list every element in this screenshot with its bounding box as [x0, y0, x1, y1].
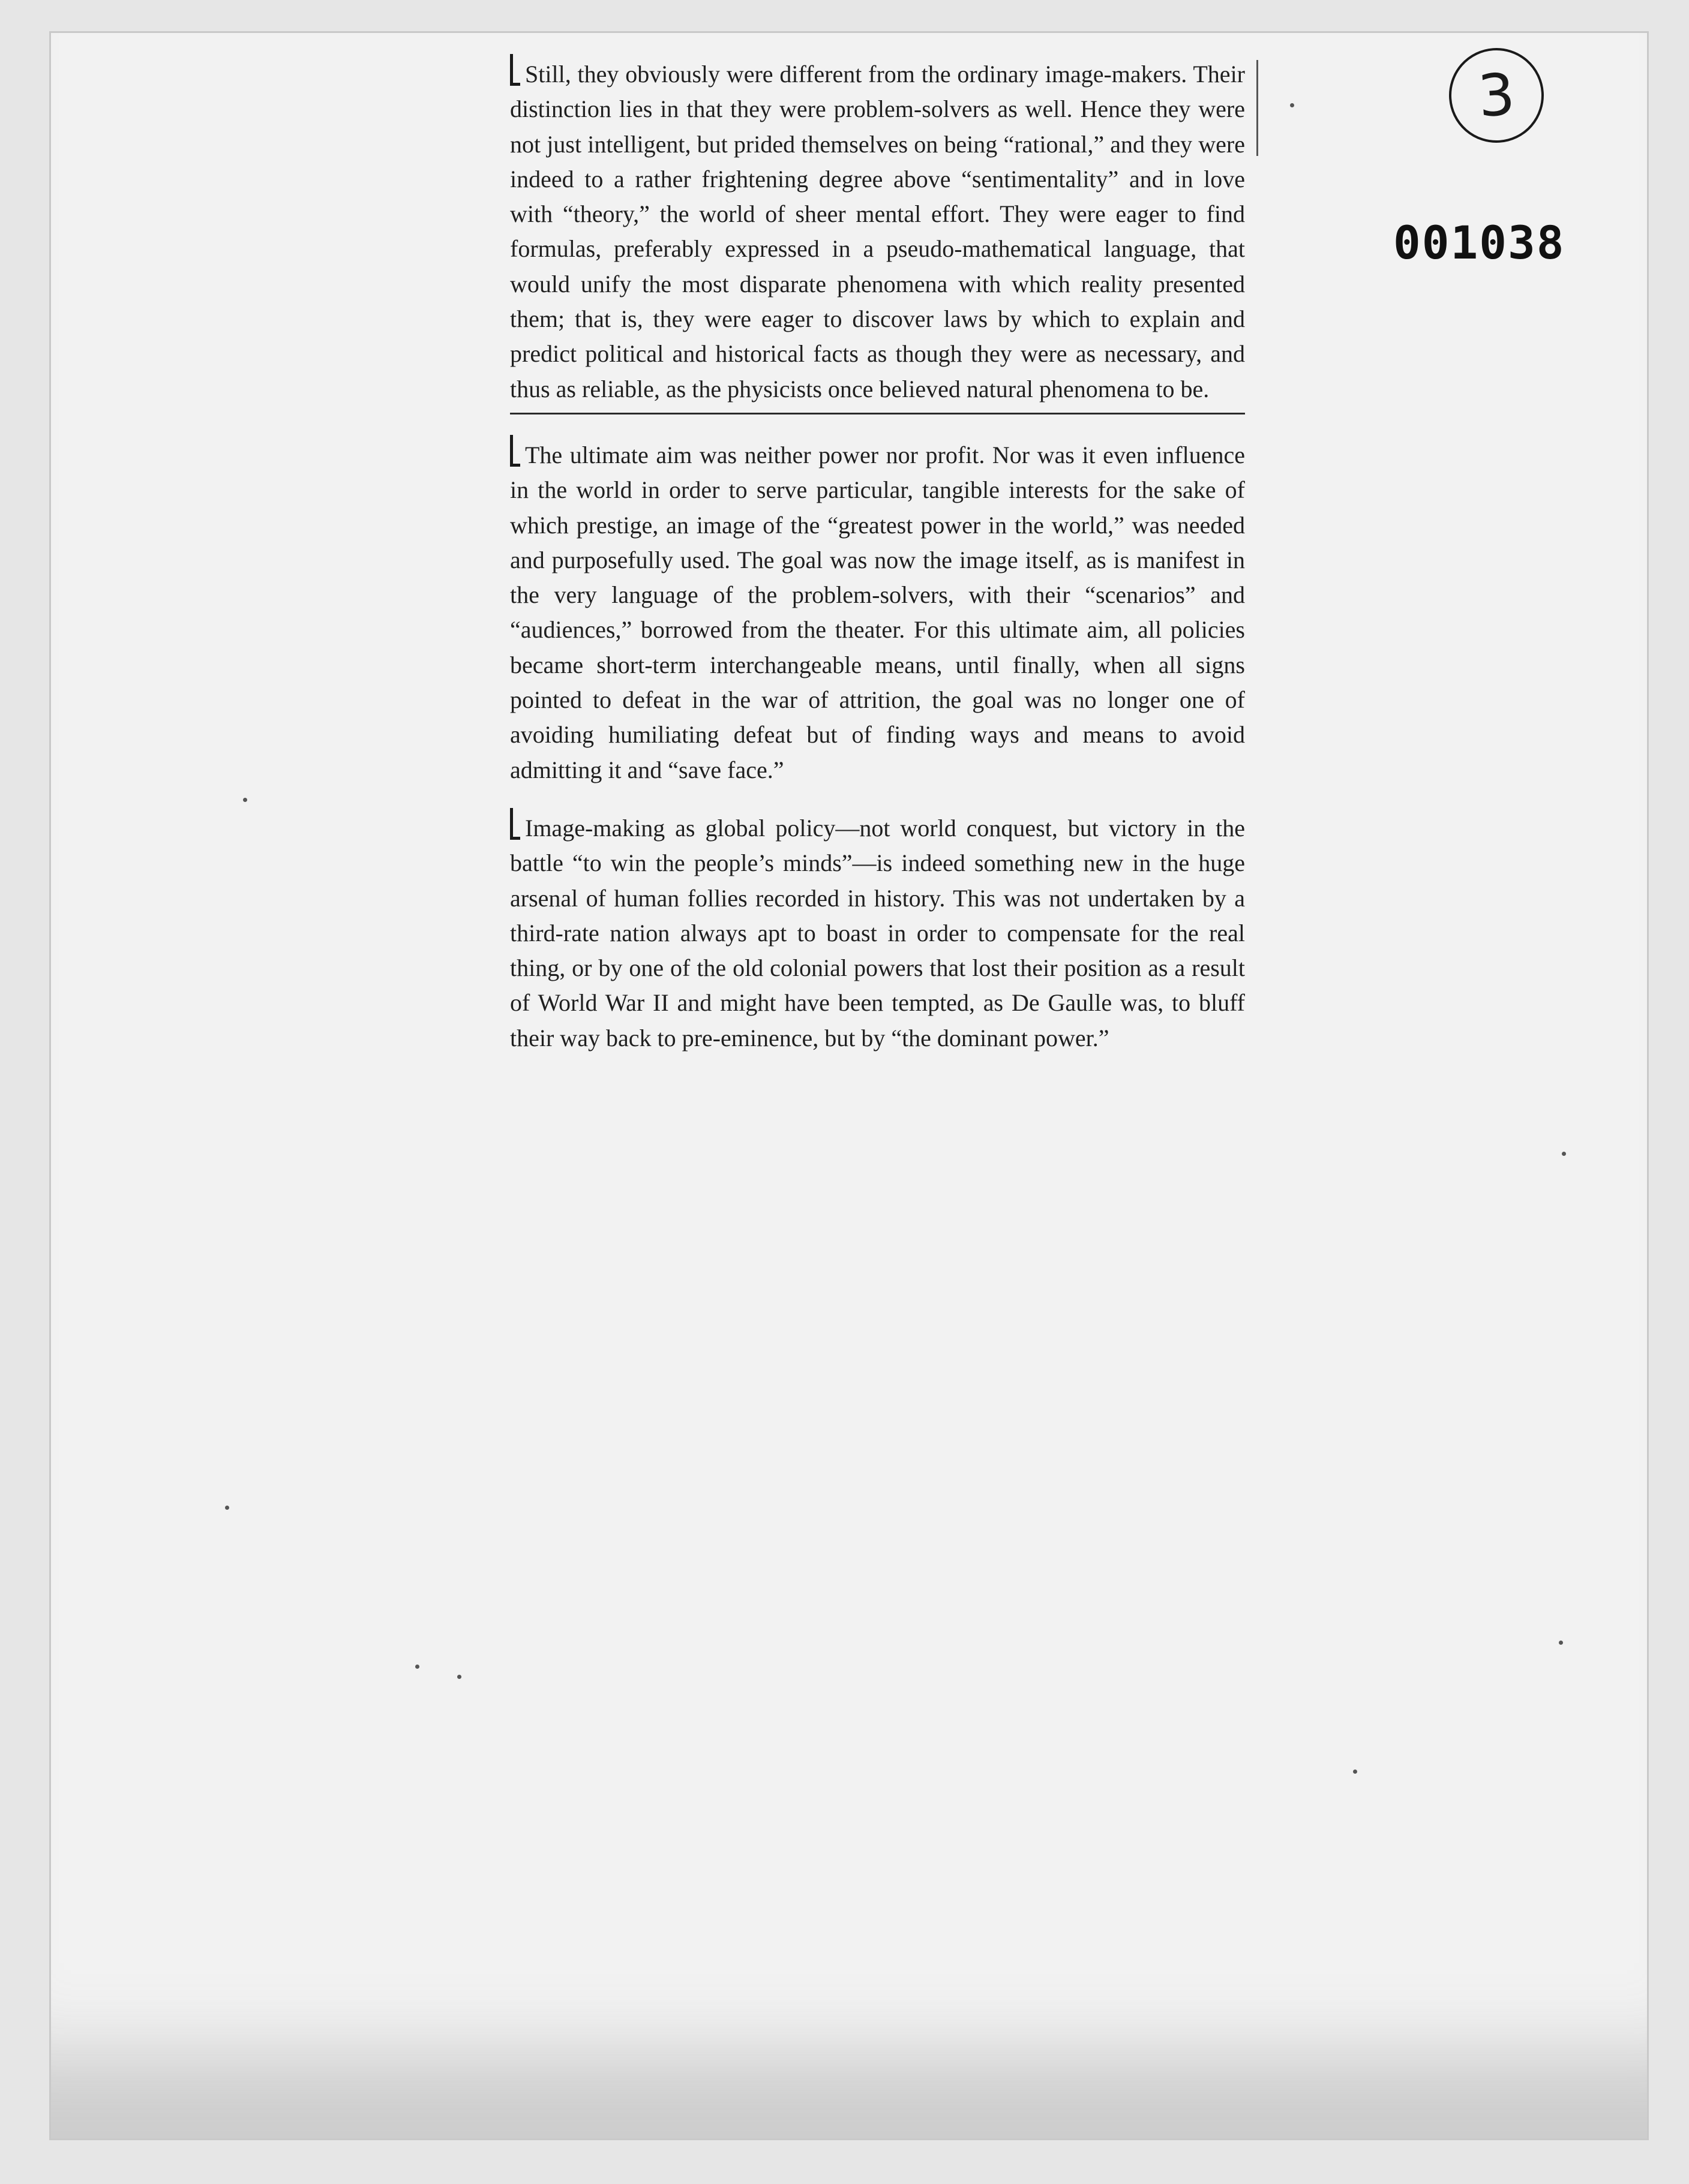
- paragraph-3: [510, 808, 1245, 1056]
- scan-speck: [225, 1506, 229, 1510]
- paragraph-2-text: The ultimate aim was neither power nor profit. Nor was it even influence in the world in order to serve particular, tangible interests for the sake of which prestige, an image of the “greatest power in the world,” was needed and purposefully used. The goal was now the image itself, as is manifest in the very language of the problem-solvers, with their “scenarios” and “audiences,” borrowed from the theater. For this ultimate aim, all policies became short-term interchangeable means, until finally, when all signs pointed to defeat in the war of attrition, the goal was no longer one of avoiding humiliating defeat but of finding ways and means to avoid admitting it and “save face.”: [510, 441, 1245, 783]
- bracket-mark-icon: [510, 54, 520, 86]
- paragraph-2: [510, 435, 1245, 788]
- margin-line-mark: [1256, 60, 1258, 156]
- bracket-mark-icon: [510, 435, 520, 467]
- scan-speck: [1562, 1152, 1566, 1156]
- paragraph-3-text: Image-making as global policy—not world conquest, but victory in the battle “to win the people’s minds”—is indeed something new in the huge arsenal of human follies recorded in history. This was not undertaken by a third-rate nation always apt to boast in order to compensate for the real thing, or by one of the old colonial powers that lost their position as a result of World War II and might have been tempted, as De Gaulle was, to bluff their way back to pre-eminence, but by “the dominant power.”: [510, 814, 1245, 1052]
- paragraph-1: [510, 54, 1245, 414]
- handwritten-page-number: 3: [1446, 45, 1547, 146]
- bracket-mark-icon: [510, 808, 520, 840]
- scan-speck: [1559, 1641, 1563, 1645]
- document-id-stamp: 001038: [1393, 216, 1565, 269]
- text-column: [510, 54, 1245, 1076]
- scan-speck: [415, 1665, 419, 1669]
- scan-speck: [1290, 103, 1294, 107]
- paragraph-1-text: Still, they obviously were different from the ordinary image-makers. Their distinction lies in that they were problem-solvers as well. Hence they were not just intelligent, but prided themselves on being “rational,” and they were indeed to a rather frightening degree above “sentimentality” and in love with “theory,” the world of sheer mental effort. They were eager to find formulas, preferably expressed in a pseudo-mathematical language, that would unify the most disparate phenomena with which reality presented them; that is, they were eager to discover laws by which to explain and predict political and historical facts as though they were as necessary, and thus as reliable, as the physicists once believed natural phenomena to be.: [510, 61, 1245, 402]
- scan-speck: [1353, 1770, 1357, 1774]
- scan-speck: [457, 1675, 461, 1679]
- scan-speck: [243, 798, 247, 802]
